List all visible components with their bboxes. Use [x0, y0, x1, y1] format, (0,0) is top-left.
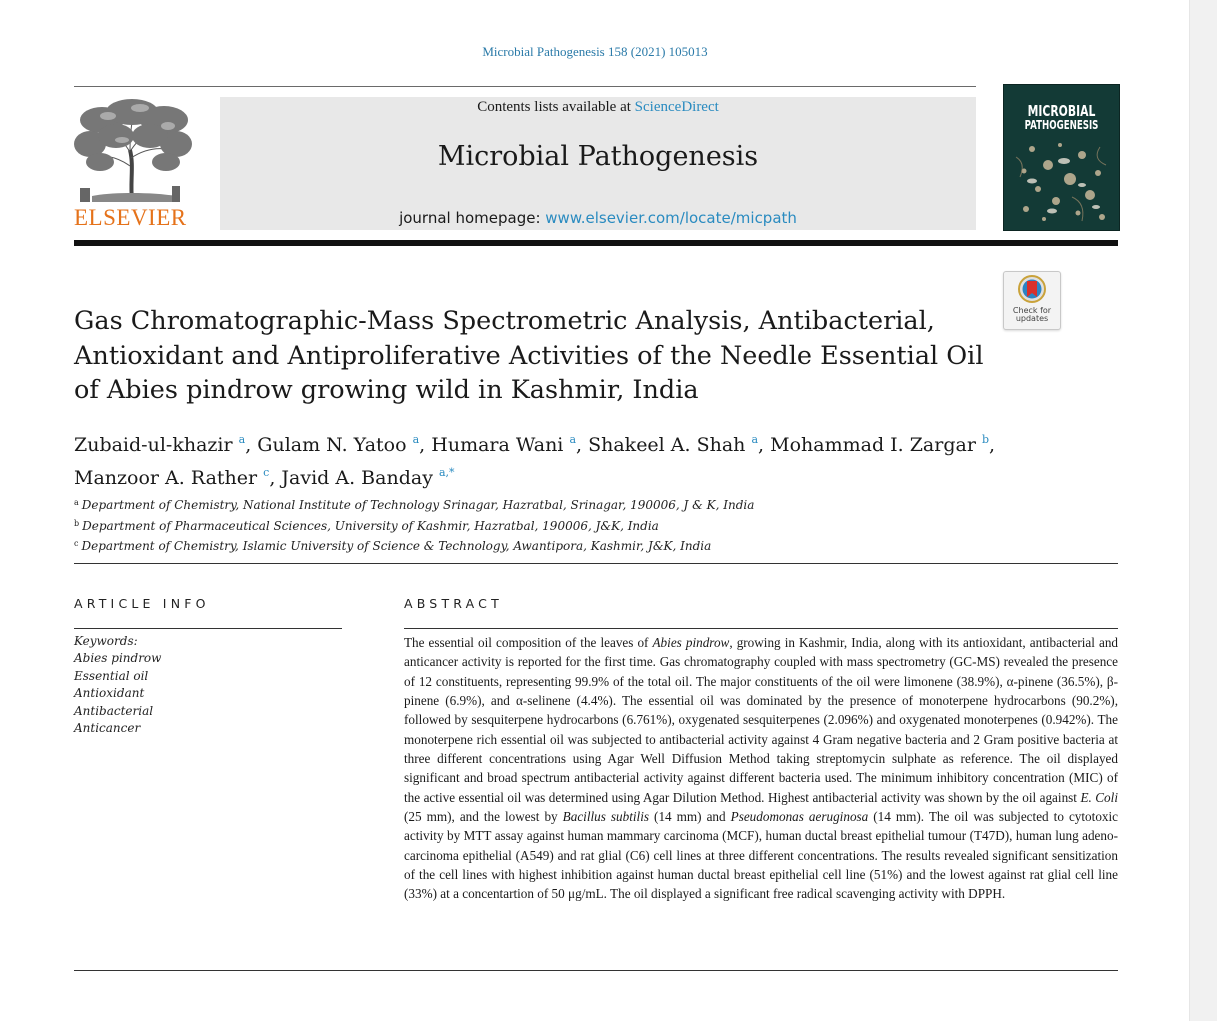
affiliation — [74, 494, 974, 515]
affiliation-marker: b — [74, 518, 80, 528]
author-name: Manzoor A. Rather — [74, 467, 258, 489]
abstract-text: , growing in Kashmir, India, along with its antioxidant, antibacterial and anticancer activity is reported for the first time. Gas chromatography coupled with mass spectrometry (GC-MS) revealed the presence of 12 constituents, representing 99.9% of the total oil. The major constituents of the oil were limonene (38.9%), α-pinene (36.5%), β-pinene (6.9%), and α-selinene (4.4%). The essential oil was dominated by the presence of monoterpene hydrocarbons (90.2%), followed by sesquiterpene hydrocarbons (6.761%), oxygenated sesquiterpenes (2.096%) and oxygenated monoterpenes (0.942%). The monoterpene rich essential oil was subjected to antibacterial activity against 4 Gram negative bacteria and 2 Gram positive bacteria at three different concentrations using Agar Well Diffusion Method taking streptomycin sulphate as reference. The oil displayed significant and broad spectrum antibacterial activity against different bacteria used. The minimum inhibitory concentration (MIC) of the active essential oil was determined using Agar Dilution Method. Highest antibacterial activity was shown by the oil against — [404, 635, 1119, 805]
abstract-body — [404, 633, 1118, 904]
affiliation-marker: a — [74, 498, 79, 507]
affiliation-mark[interactable]: a — [569, 433, 576, 446]
abstract-species-name: Abies pindrow — [652, 635, 730, 650]
affiliation-mark[interactable]: a — [751, 433, 759, 446]
journal-header-box — [220, 97, 976, 230]
author-name: Gulam N. Yatoo — [257, 434, 407, 456]
check-label-line1: Check for — [1012, 306, 1052, 315]
keyword: Essential oil — [74, 668, 149, 683]
article-title: Gas Chromatographic-Mass Spectrometric Analysis, Antibacterial, Antioxidant and Antiproliferative Activities of the Needle Essential Oil of Abies pindrow growing wild in Kashmir, India — [74, 306, 984, 405]
author[interactable] — [257, 434, 419, 456]
author[interactable] — [74, 434, 245, 456]
abstract-species-name: Bacillus subtilis — [562, 809, 650, 825]
abstract-species-name: Pseudomonas aeruginosa — [730, 809, 869, 825]
abstract-text: (14 mm). The oil was subjected to cytotoxic activity by MTT assay against human mammary carcinoma (MCF), human ductal breast epithelial tumour (T47D), human lung adeno-carcinoma epithelial (A549) and rat glial (C6) cell lines at three different concentrations. The results revealed significant sensitization of the cell lines with highest inhibition against human ductal breast epithelial cell line (51%) and the lowest against rat glial cell line (33%) at a concentartion of 50 μg/mL. The oil displayed a significant free radical scavenging activity with DPPH. — [404, 809, 1119, 902]
affiliation-mark[interactable]: a,* — [438, 466, 455, 479]
cover-title-line1: MICROBIAL — [1027, 102, 1096, 120]
article-info-rule — [74, 628, 342, 629]
author[interactable] — [281, 467, 454, 489]
journal-name: Microbial Pathogenesis — [437, 141, 759, 172]
keyword: Abies pindrow — [74, 651, 162, 666]
affiliation-mark[interactable]: a — [238, 433, 246, 446]
abstract-text: The essential oil composition of the leaves of — [404, 635, 653, 650]
author-name: Shakeel A. Shah — [588, 434, 746, 456]
contents-line — [220, 99, 976, 116]
abstract-text: (14 mm) and — [649, 809, 731, 825]
article-info-heading: ARTICLE INFO — [74, 596, 210, 611]
author-name: Zubaid-ul-khazir — [74, 434, 233, 456]
author-list: Zubaid-ul-khazir $^a$, Gulam N. Yatoo $^a$, Humara Wani $^a$, Shakeel A. Shah $^a$, Mohammad I. Zargar $^b$, Manzoor A. Rather $^c$, Javid A. Banday $^{a,*}$ — [74, 433, 996, 489]
affiliation-mark[interactable]: a — [412, 433, 420, 446]
author[interactable] — [588, 434, 758, 456]
cover-title — [1020, 104, 1103, 132]
cover-microbe-art — [1012, 137, 1111, 225]
author-name: Humara Wani — [431, 434, 564, 456]
elsevier-wordmark: ELSEVIER — [74, 205, 187, 230]
affiliation-text: Department of Chemistry, National Institute of Technology Srinagar, Hazratbal, Srinagar, 190006, J & K, India — [81, 498, 755, 512]
affiliation-text: Department of Pharmaceutical Sciences, University of Kashmir, Hazratbal, 190006, J&K, India — [82, 518, 659, 533]
check-for-updates-button[interactable] — [1003, 271, 1061, 330]
affiliation-mark[interactable]: b — [981, 433, 990, 446]
journal-homepage-link[interactable]: www.elsevier.com/locate/micpath — [545, 209, 797, 227]
contents-label: Contents lists available at — [477, 99, 635, 115]
abstract-bottom-rule — [74, 970, 1118, 971]
abstract-species-name: E. Coli — [1080, 789, 1118, 805]
check-for-updates-label — [1004, 307, 1060, 323]
author[interactable] — [74, 467, 269, 489]
keyword: Antibacterial — [74, 703, 154, 718]
affiliation-mark[interactable]: c — [263, 466, 270, 479]
journal-citation-link[interactable]: Microbial Pathogenesis 158 (2021) 105013 — [482, 44, 708, 59]
affiliation-list — [74, 494, 974, 556]
affiliation — [74, 515, 974, 536]
header-rule — [74, 86, 976, 87]
check-label-line2: updates — [1015, 314, 1049, 323]
header-thick-rule — [74, 240, 1118, 246]
author-name: Javid A. Banday — [281, 467, 433, 489]
keyword: Antioxidant — [74, 686, 145, 701]
journal-cover-image — [1003, 84, 1120, 231]
author[interactable] — [431, 434, 576, 456]
keywords-list — [74, 633, 334, 737]
abstract-rule — [404, 628, 1118, 629]
keywords-label: Keywords: — [74, 634, 138, 648]
homepage-line — [220, 209, 976, 227]
abstract-text: (25 mm), and the lowest by — [404, 809, 563, 825]
affiliation-marker: c — [74, 539, 79, 548]
author[interactable] — [770, 434, 989, 456]
author-name: Mohammad I. Zargar — [770, 434, 976, 456]
affiliation-text: Department of Chemistry, Islamic University of Science & Technology, Awantipora, Kashmir, J&K, India — [81, 539, 712, 553]
cover-title-line2: PATHOGENESIS — [1024, 118, 1099, 132]
homepage-label: journal homepage: — [399, 209, 546, 227]
bookmark-ribbon-icon — [1018, 275, 1046, 305]
sciencedirect-link[interactable]: ScienceDirect — [634, 99, 719, 115]
abstract-heading: ABSTRACT — [404, 596, 503, 611]
section-rule — [74, 563, 1118, 564]
vertical-scrollbar[interactable] — [1189, 0, 1217, 1021]
affiliation — [74, 535, 974, 556]
keyword: Anticancer — [74, 721, 141, 736]
